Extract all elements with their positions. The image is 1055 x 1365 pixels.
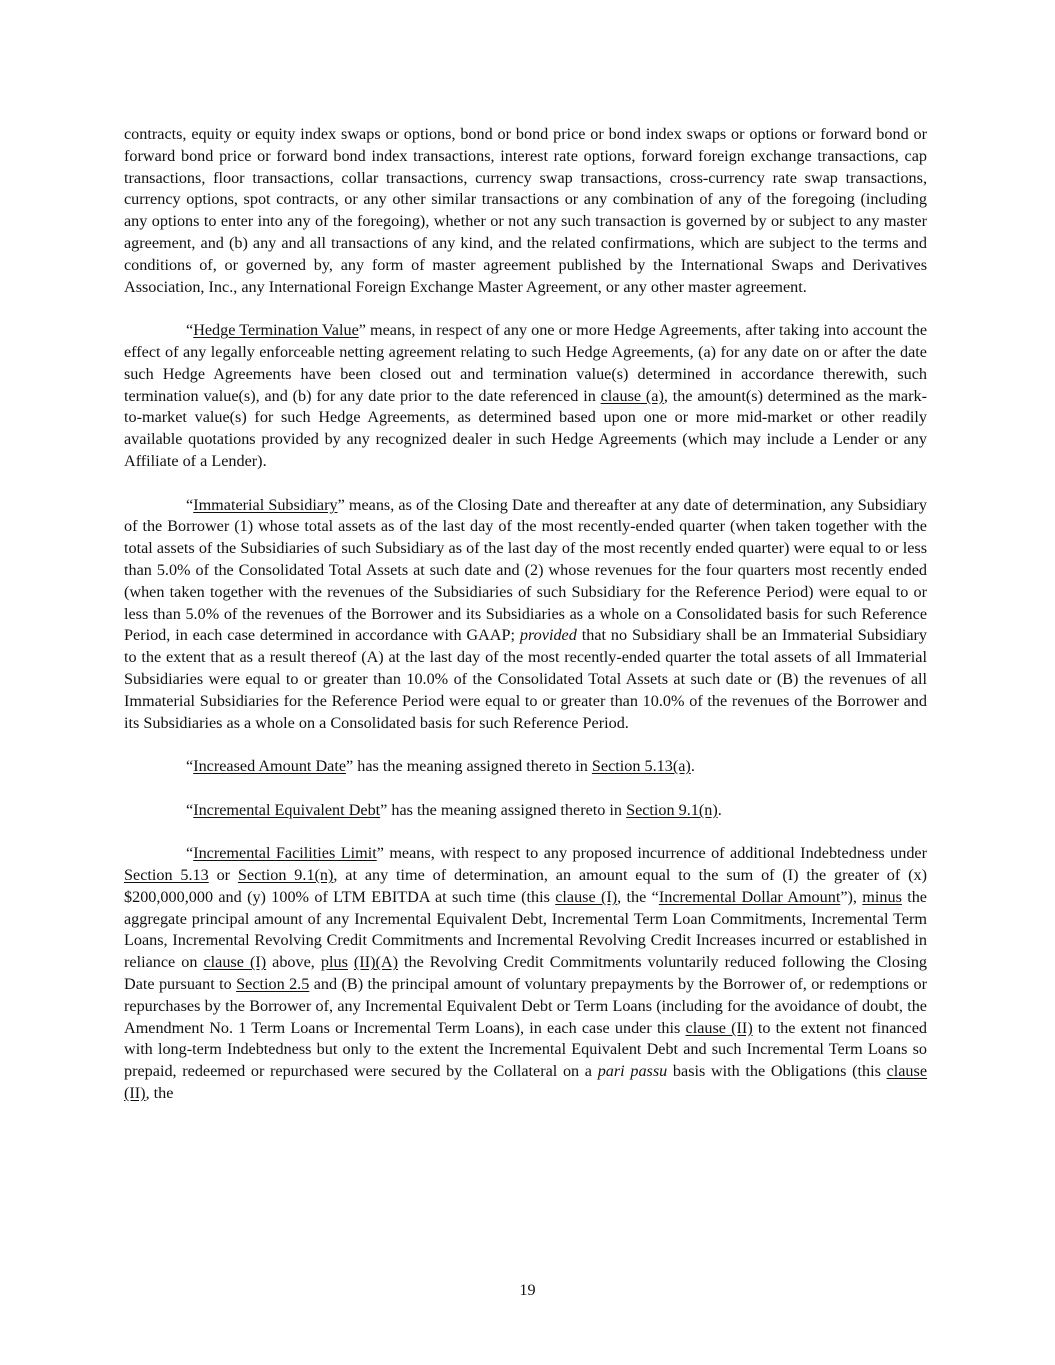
defined-term: Increased Amount Date [193, 757, 347, 776]
defined-term: Hedge Termination Value [193, 321, 359, 340]
defined-term: Incremental Equivalent Debt [193, 800, 381, 819]
underlined-word: plus [320, 953, 348, 972]
cross-reference: (II)(A) [353, 953, 398, 972]
definition-immaterial-subsidiary: “Immaterial Subsidiary” means, as of the Closing Date and thereafter at any date of determination, any Subsidiary of the Borrower (1) whose total assets as of the last day of the most recently-ended quarter (when taken together with the total assets of the Subsidiaries of such Subsidiary as of the last day of the most recently ended quarter) were equal to or less than 5.0% of the Consolidated Total Assets at such date and (2) whose revenues for the four quarters most recently ended (when taken together with the revenues of the Subsidiaries of such Subsidiary for the Reference Period) were equal to or less than 5.0% of the revenues of the Borrower and its Subsidiaries as a whole on a Consolidated basis for such Reference Period, in each case determined in accordance with GAAP; provided that no Subsidiary shall be an Immaterial Subsidiary to the extent that as a result thereof (A) at the last day of the most recently-ended quarter the total assets of all Immaterial Subsidiaries were equal to or greater than 10.0% of the Consolidated Total Assets at such date or (B) the revenues of all Immaterial Subsidiaries for the Reference Period were equal to or greater than 10.0% of the revenues of the Borrower and its Subsidiaries as a whole on a Consolidated basis for such Reference Period. [124, 495, 927, 732]
paragraph-swap-definition-continued: contracts, equity or equity index swaps or options, bond or bond price or bond index swaps or options or forward bond or forward bond price or forward bond index transactions, interest rate options, forward foreign exchange transactions, cap transactions, floor transactions, collar transactions, currency swap transactions, cross-currency rate swap transactions, currency options, spot contracts, or any other similar transactions or any combination of any of the foregoing (including any options to enter into any of the foregoing), whether or not any such transaction is governed by or subject to any master agreement, and (b) any and all transactions of any kind, and the related confirmations, which are subject to the terms and conditions of, or governed by, any form of master agreement published by the International Swaps and Derivatives Association, Inc., any International Foreign Exchange Master Agreement, or any other master agreement. [124, 125, 927, 296]
cross-reference: clause (I) [555, 887, 618, 906]
cross-reference: Section 9.1(n) [237, 866, 334, 885]
defined-term: Immaterial Subsidiary [193, 495, 338, 514]
definition-increased-amount-date: “Increased Amount Date” has the meaning assigned thereto in Section 5.13(a). [186, 757, 695, 776]
definition-incremental-facilities-limit: “Incremental Facilities Limit” means, with respect to any proposed incurrence of additional Indebtedness under Section 5.13 or Section 9.1(n), at any time of determination, an amount equal to the sum of (I) the greater of (x) $200,000,000 and (y) 100% of LTM EBITDA at such time (this clause (I), the “Incremental Dollar Amount”), minus the aggregate principal amount of any Incremental Equivalent Debt, Incremental Term Loan Commitments, Incremental Term Loans, Incremental Revolving Credit Commitments and Incremental Revolving Credit Increases incurred or established in reliance on clause (I) above, plus (II)(A) the Revolving Credit Commitments voluntarily reduced following the Closing Date pursuant to Section 2.5 and (B) the principal amount of voluntary prepayments by the Borrower of, or redemptions or repurchases by the Borrower of, any Incremental Equivalent Debt or Term Loans (including for the avoidance of doubt, the Amendment No. 1 Term Loans or Incremental Term Loans), in each case under this clause (II) to the extent not financed with long-term Indebtedness but only to the extent the Incremental Equivalent Debt and such Incremental Term Loans so prepaid, redeemed or repurchased were secured by the Collateral on a pari passu basis with the Obligations (this clause (II), the [124, 844, 928, 1103]
cross-reference: Section 5.13(a) [591, 757, 691, 776]
definition-hedge-termination-value: “Hedge Termination Value” means, in respect of any one or more Hedge Agreements, after taking into account the effect of any legally enforceable netting agreement relating to such Hedge Agreements, (a) for any date on or after the date such Hedge Agreements have been closed out and termination value(s) determined in accordance therewith, such termination value(s), and (b) for any date prior to the date referenced in clause (a), the amount(s) determined as the mark-to-market value(s) for such Hedge Agreements, as determined based upon one or more mid-market or other readily available quotations provided by any recognized dealer in such Hedge Agreements (which may include a Lender or any Affiliate of a Lender). [124, 321, 928, 470]
document-body [124, 124, 927, 1127]
cross-reference: Section 2.5 [236, 975, 310, 994]
cross-reference: clause (a) [600, 386, 664, 405]
defined-term: Incremental Facilities Limit [193, 844, 377, 863]
definition-incremental-equivalent-debt: “Incremental Equivalent Debt” has the meaning assigned thereto in Section 9.1(n). [186, 800, 722, 819]
cross-reference: Section 9.1(n) [626, 800, 718, 819]
underlined-word: minus [862, 887, 902, 906]
defined-term: Incremental Dollar Amount [658, 887, 841, 906]
cross-reference: Section 5.13 [124, 866, 209, 885]
cross-reference: clause (I) [203, 953, 267, 972]
italic-term: pari passu [597, 1062, 668, 1081]
cross-reference: clause (II) [124, 1062, 928, 1103]
cross-reference: clause (II) [685, 1018, 753, 1037]
page-number: 19 [519, 1281, 536, 1299]
italic-proviso: provided [519, 626, 577, 645]
